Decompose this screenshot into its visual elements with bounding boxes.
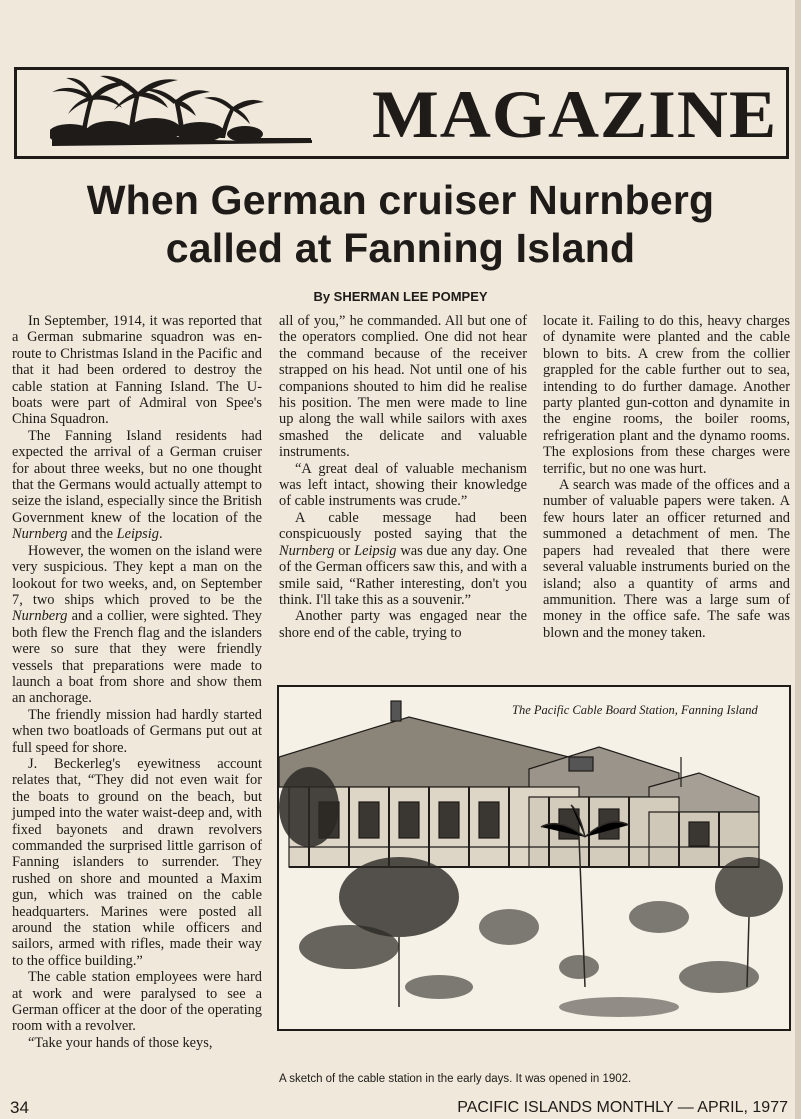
- paragraph: In September, 1914, it was reported that a German submarine squadron was en-route to Christmas Island in the Pacific and that it had been ordered to destroy the cable station at Fanning Island. The U-boats were part of Admiral von Spee's China Squadron.: [12, 313, 262, 428]
- page-number: 34: [10, 1098, 29, 1117]
- paragraph: The Fanning Island residents had expected the arrival of a German cruiser for about three weeks, but no one thought that the Germans would actually attempt to seize the island, especially since the British Government knew of the location of the Nurnberg and the Leipsig.: [12, 427, 262, 543]
- headline-line-2: called at Fanning Island: [165, 225, 636, 271]
- image-caption: A sketch of the cable station in the early days. It was opened in 1902.: [279, 1073, 632, 1085]
- paragraph: locate it. Failing to do this, heavy charges of dynamite were planted and the cable blown to bits. A crew from the collier grappled for the cable further out to sea, intending to do further damage. Another party planted gun-cotton and dynamite in the engine rooms, the boiler rooms, refrigeration plant and the dynamo rooms. The explosions from these charges were terrific, but no one was hurt.: [543, 313, 790, 477]
- cable-station-sketch: [279, 687, 789, 1029]
- byline: By SHERMAN LEE POMPEY: [313, 289, 488, 304]
- paragraph: A search was made of the offices and a number of valuable papers were taken. A few hours later an officer returned and summoned a detachment of men. The papers had revealed that there were several valuable instruments buried on the island; also a quantity of arms and ammunition. There was a large sum of money in the office safe. The safe was blown and the money taken.: [543, 477, 790, 641]
- paragraph: all of you,” he commanded. All but one of the operators complied. One did not hear the command because of the receiver strapped on his head. Not until one of his companions shouted to him did he realise his position. The men were made to line up along the wall while sailors with axes smashed the delicate and valuable instruments.: [279, 313, 527, 461]
- paragraph: A cable message had been conspicuously posted saying that the Nurnberg or Leipsig was due any day. One of the German officers saw this, and with a smile said, “Rather interesting, don't you think. I'll take this as a souvenir.”: [279, 509, 527, 608]
- paragraph: The cable station employees were hard at work and were paralysed to see a German officer at the door of the operating room with a revolver.: [12, 969, 262, 1035]
- sketch-inscription: The Pacific Cable Board Station, Fanning Island: [512, 703, 758, 717]
- masthead-title: MAGAZINE: [372, 76, 778, 152]
- paragraph: Another party was engaged near the shore end of the cable, trying to: [279, 608, 527, 641]
- paragraph: However, the women on the island were very suspicious. They kept a man on the lookout for two weeks, and, on September 7, two ships which proved to be the Nurnberg and a collier, were sighted. They both flew the French flag and the islanders were so sure that they were friendly vessels that preparations were made to launch a boat from shore and show them an anchorage.: [12, 542, 262, 707]
- paragraph: “A great deal of valuable mechanism was left intact, showing their knowledge of cable instruments was crude.”: [279, 460, 527, 510]
- article-column-2: [279, 313, 527, 641]
- paragraph: “Take your hands of those keys,: [28, 1034, 213, 1051]
- publication-footer: PACIFIC ISLANDS MONTHLY — APRIL, 1977: [457, 1099, 788, 1116]
- article-column-1: [12, 313, 262, 1051]
- palm-trees-icon: [50, 70, 316, 154]
- article-headline: [20, 176, 781, 272]
- paragraph: J. Beckerleg's eyewitness account relates that, “They did not even wait for the boats to ground on the beach, but jumped into the water waist-deep and, with fixed bayonets and drawn revolvers commanded the surprised little garrison of Fanning islanders to surrender. They rushed on shore and mounted a Maxim gun, which was trained on the cable headquarters. Marines were posted all around the station while officers and sailors, armed with rifles, made their way to the office building.”: [12, 755, 262, 969]
- page-edge-shadow: [795, 0, 801, 1119]
- article-column-3: [543, 313, 790, 641]
- paragraph: The friendly mission had hardly started when two boatloads of Germans put out at full speed for shore.: [12, 706, 262, 756]
- headline-line-1: When German cruiser Nurnberg: [86, 177, 715, 223]
